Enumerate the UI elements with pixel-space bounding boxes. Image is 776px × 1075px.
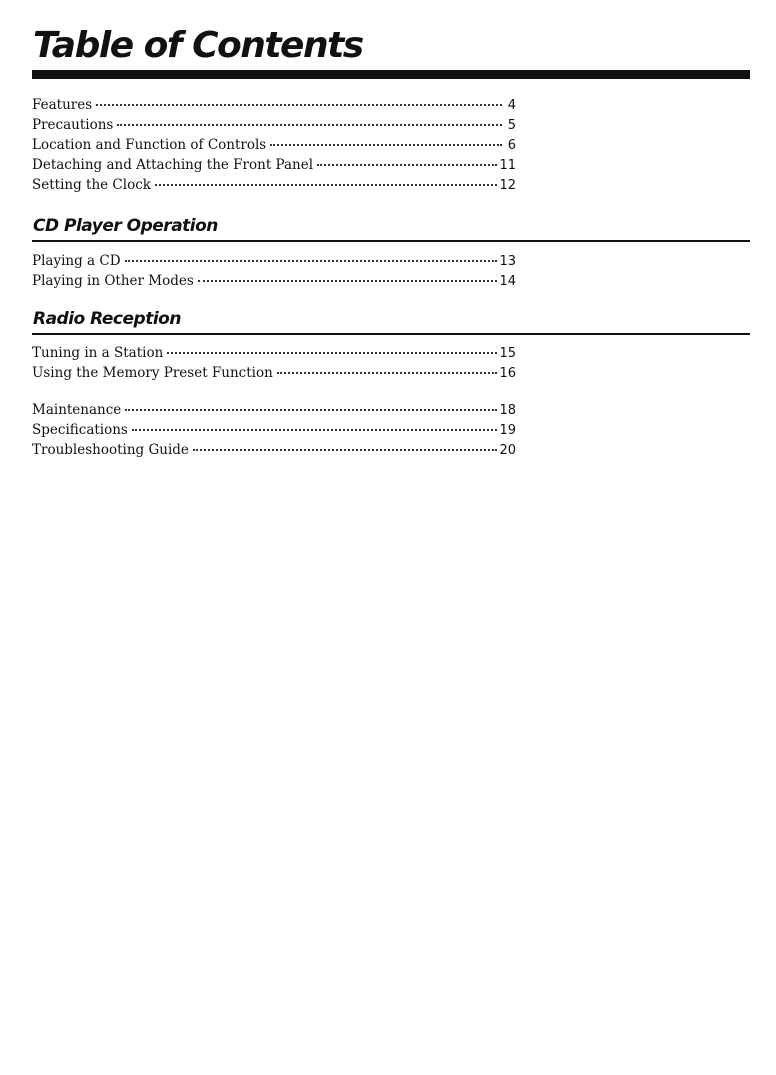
entry-title: Precautions — [32, 117, 114, 133]
toc-group-general — [32, 95, 516, 195]
dot-leader — [117, 124, 502, 126]
entry-title: Playing a CD — [32, 253, 121, 269]
entry-page-number: 19 — [499, 423, 516, 438]
entry-page-number: 18 — [499, 403, 516, 418]
toc-entry-playing-other-modes[interactable] — [32, 271, 516, 291]
toc-entry-setting-the-clock[interactable] — [32, 175, 516, 195]
dot-leader — [317, 164, 497, 166]
toc-entry-maintenance[interactable] — [32, 400, 516, 420]
entry-page-number: 5 — [507, 118, 516, 133]
entry-title: Using the Memory Preset Function — [32, 365, 273, 381]
entry-page-number: 4 — [507, 98, 516, 113]
toc-entry-specifications[interactable] — [32, 420, 516, 440]
dot-leader — [277, 372, 498, 374]
entry-title: Specifications — [32, 422, 128, 438]
toc-entry-troubleshooting[interactable] — [32, 440, 516, 460]
dot-leader — [167, 352, 497, 354]
dot-leader — [132, 429, 498, 431]
toc-entry-precautions[interactable] — [32, 115, 516, 135]
page-title: Table of Contents — [33, 25, 363, 66]
section-header-radio — [32, 308, 750, 335]
section-rule — [32, 240, 750, 242]
toc-entry-front-panel[interactable] — [32, 155, 516, 175]
entry-title: Troubleshooting Guide — [32, 442, 189, 458]
toc-group-cd-player — [32, 251, 516, 291]
entry-page-number: 11 — [499, 158, 516, 173]
entry-page-number: 13 — [499, 254, 516, 269]
entry-page-number: 15 — [499, 346, 516, 361]
entry-title: Location and Function of Controls — [32, 137, 267, 153]
entry-page-number: 20 — [499, 443, 516, 458]
entry-page-number: 6 — [507, 138, 516, 153]
dot-leader — [125, 260, 498, 262]
entry-title: Maintenance — [32, 402, 122, 418]
dot-leader — [96, 104, 502, 106]
section-title: Radio Reception — [33, 309, 181, 329]
entry-title: Setting the Clock — [32, 177, 151, 193]
section-title: CD Player Operation — [33, 216, 218, 236]
entry-title: Tuning in a Station — [32, 345, 164, 361]
entry-title: Detaching and Attaching the Front Panel — [32, 157, 314, 173]
toc-group-radio — [32, 343, 516, 383]
entry-title: Features — [32, 97, 93, 113]
toc-entry-location-and-function[interactable] — [32, 135, 516, 155]
toc-entry-tuning-station[interactable] — [32, 343, 516, 363]
dot-leader — [198, 280, 498, 282]
dot-leader — [270, 144, 502, 146]
section-rule — [32, 333, 750, 335]
title-rule — [32, 70, 750, 79]
toc-entry-memory-preset[interactable] — [32, 363, 516, 383]
entry-page-number: 14 — [499, 274, 516, 289]
dot-leader — [193, 449, 498, 451]
toc-entry-playing-a-cd[interactable] — [32, 251, 516, 271]
toc-group-maintenance — [32, 400, 516, 460]
entry-title: Playing in Other Modes — [32, 273, 194, 289]
entry-page-number: 12 — [499, 178, 516, 193]
dot-leader — [125, 409, 497, 411]
section-header-cd-player — [32, 215, 750, 242]
dot-leader — [155, 184, 498, 186]
entry-page-number: 16 — [499, 366, 516, 381]
toc-entry-features[interactable] — [32, 95, 516, 115]
